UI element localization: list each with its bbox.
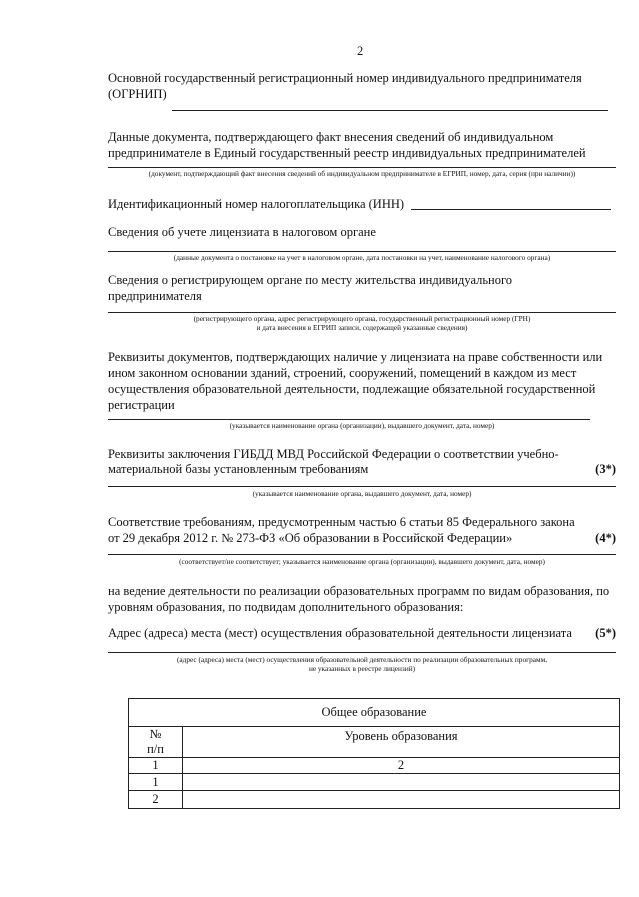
reg-organ-fill-line bbox=[108, 312, 616, 313]
row-level bbox=[183, 791, 620, 809]
reg-organ-caption-line1: (регистрирующего органа, адрес регистрирующего органа, государственный регистрационный номер (ГРН) bbox=[193, 314, 531, 323]
address-label: Адрес (адреса) места (мест) осуществления образовательной деятельности лицензиата bbox=[108, 626, 572, 640]
gibdd-fill-line bbox=[108, 486, 616, 487]
address-caption-line1: (адрес (адреса) места (мест) осуществления образовательной деятельности по реализации образовательных программ, bbox=[176, 655, 548, 664]
address-footnote-mark: (5*) bbox=[595, 626, 616, 640]
column-header-level: Уровень образования bbox=[183, 727, 620, 758]
table-row bbox=[129, 758, 620, 774]
property-line3: осуществления образовательной деятельности, подлежащие обязательной государственной bbox=[108, 382, 596, 396]
property-line2: ином законном основании зданий, строений, сооружений, помещений в каждом из мест bbox=[108, 366, 577, 380]
gibdd-footnote-mark: (3*) bbox=[595, 462, 616, 476]
table-title: Общее образование bbox=[129, 699, 620, 727]
row-level bbox=[183, 774, 620, 791]
address-row bbox=[108, 625, 616, 641]
law-caption: (соответствует/не соответствует; указывается наименование органа (организации), выдавшего документ, дата, номер) bbox=[179, 557, 545, 566]
law-line2: от 29 декабря 2012 г. № 273-ФЗ «Об образовании в Российской Федерации» bbox=[108, 531, 513, 545]
reg-organ-line1: Сведения о регистрирующем органе по месту жительства индивидуального bbox=[108, 273, 513, 287]
table-row bbox=[129, 791, 620, 809]
tax-label: Сведения об учете лицензиата в налоговом органе bbox=[108, 225, 376, 239]
egrip-doc-fill-line bbox=[108, 167, 616, 168]
property-caption: (указывается наименование органа (организации), выдавшего документ, дата, номер) bbox=[229, 421, 495, 430]
ogrnip-label-line2: (ОГРНИП) bbox=[108, 87, 167, 101]
row-level: 2 bbox=[183, 758, 620, 774]
gibdd-caption: (указывается наименование органа, выдавшего документ, дата, номер) bbox=[252, 489, 472, 498]
address-fill-line bbox=[108, 652, 616, 653]
activity-line1: на ведение деятельности по реализации образовательных программ по видам образования, по bbox=[108, 584, 610, 598]
reg-organ-caption-line2: и дата внесения в ЕГРИП записи, содержащей указанные сведения) bbox=[256, 323, 468, 332]
ogrnip-label-line1: Основной государственный регистрационный номер индивидуального предпринимателя bbox=[108, 71, 582, 85]
inn-label: Идентификационный номер налогоплательщика (ИНН) bbox=[108, 197, 405, 211]
law-line1: Соответствие требованиям, предусмотренным частью 6 статьи 85 Федерального закона bbox=[108, 515, 575, 529]
page-number: 2 bbox=[357, 44, 364, 58]
gibdd-line2-row bbox=[108, 461, 616, 477]
column-header-number-line2: п/п bbox=[147, 742, 164, 756]
property-line4: регистрации bbox=[108, 398, 175, 412]
inn-fill-line bbox=[411, 209, 611, 210]
gibdd-line1: Реквизиты заключения ГИБДД МВД Российской Федерации о соответствии учебно- bbox=[108, 447, 559, 461]
education-table bbox=[128, 698, 620, 809]
law-fill-line bbox=[108, 554, 616, 555]
ogrnip-fill-line bbox=[172, 110, 608, 111]
row-number: 1 bbox=[129, 774, 183, 791]
egrip-doc-line1: Данные документа, подтверждающего факт внесения сведений об индивидуальном bbox=[108, 130, 554, 144]
column-header-number bbox=[129, 727, 183, 758]
egrip-doc-line2: предпринимателе в Единый государственный реестр индивидуальных предпринимателей bbox=[108, 146, 586, 160]
law-line2-row bbox=[108, 530, 616, 546]
column-header-number-line1: № bbox=[149, 727, 162, 741]
row-number: 1 bbox=[129, 758, 183, 774]
property-line1: Реквизиты документов, подтверждающих наличие у лицензиата на праве собственности или bbox=[108, 350, 603, 364]
row-number: 2 bbox=[129, 791, 183, 809]
table-row bbox=[129, 774, 620, 791]
activity-line2: уровням образования, по подвидам дополнительного образования: bbox=[108, 600, 464, 614]
law-footnote-mark: (4*) bbox=[595, 531, 616, 545]
property-fill-line bbox=[108, 419, 590, 420]
tax-caption: (данные документа о постановке на учет в налоговом органе, дата постановки на учет, наименование налогового органа) bbox=[173, 253, 551, 262]
tax-fill-line bbox=[108, 251, 616, 252]
address-caption-line2: не указанных в реестре лицензий) bbox=[308, 664, 416, 673]
gibdd-line2: материальной базы установленным требованиям bbox=[108, 462, 369, 476]
egrip-doc-caption: (документ, подтверждающий факт внесения сведений об индивидуальном предпринимателе в ЕГРИП, номер, дата, серия (при наличии)) bbox=[148, 169, 576, 178]
reg-organ-line2: предпринимателя bbox=[108, 289, 202, 303]
